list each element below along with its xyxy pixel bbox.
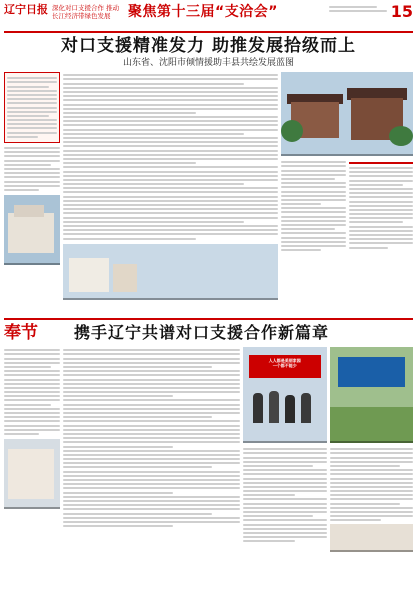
- second-story-body: [4, 347, 413, 600]
- photo-school-buildings: [4, 195, 60, 265]
- subtitle-bar: [349, 162, 414, 164]
- bottom-left-column: [4, 347, 60, 600]
- photo-people: [330, 524, 414, 552]
- photo-caption: [330, 441, 414, 443]
- top-headline: 对口支援精准发力 助推发展拾级而上: [61, 36, 356, 56]
- sidebar-box: [4, 72, 60, 143]
- top-subhead: 山东省、沈阳市倾情援助丰县共绘发展蓝图: [122, 58, 294, 68]
- masthead: [4, 4, 413, 30]
- bottom-right-column: [243, 347, 413, 600]
- top-left-column: [4, 72, 60, 312]
- top-middle-column: [63, 72, 278, 312]
- masthead-deck: 深化对口支援合作 推动长江经济带绿色发展: [52, 4, 120, 20]
- header-rule: [4, 31, 413, 33]
- second-headline: 携手辽宁共谱对口支援合作新篇章: [74, 323, 330, 342]
- photo-delegation-visit: [243, 347, 327, 443]
- photo-campus: [63, 244, 278, 300]
- photo-caption: [330, 550, 414, 552]
- top-story-body: [4, 72, 413, 312]
- photo-caption: [281, 154, 413, 156]
- photo-field-sign: [330, 347, 414, 443]
- page-meta: [329, 4, 387, 15]
- photo-school-yard: [4, 439, 60, 509]
- photo-caption: [4, 507, 60, 509]
- banner-sign: 人人都是美丽家园 一个都不能少: [249, 355, 321, 378]
- page-number: 15: [390, 2, 413, 21]
- second-kicker: 奉节: [4, 323, 38, 343]
- photo-caption: [63, 298, 278, 300]
- feature-banner: 聚焦第十三届“支洽会”: [128, 4, 278, 20]
- newspaper-logo: 辽宁日报: [4, 3, 48, 16]
- photo-caption: [4, 263, 60, 265]
- second-story-header: [4, 318, 413, 343]
- photo-caption: [243, 441, 327, 443]
- photo-traditional-buildings: [281, 72, 413, 156]
- top-right-column: [281, 72, 413, 312]
- bottom-middle-column: [63, 347, 240, 600]
